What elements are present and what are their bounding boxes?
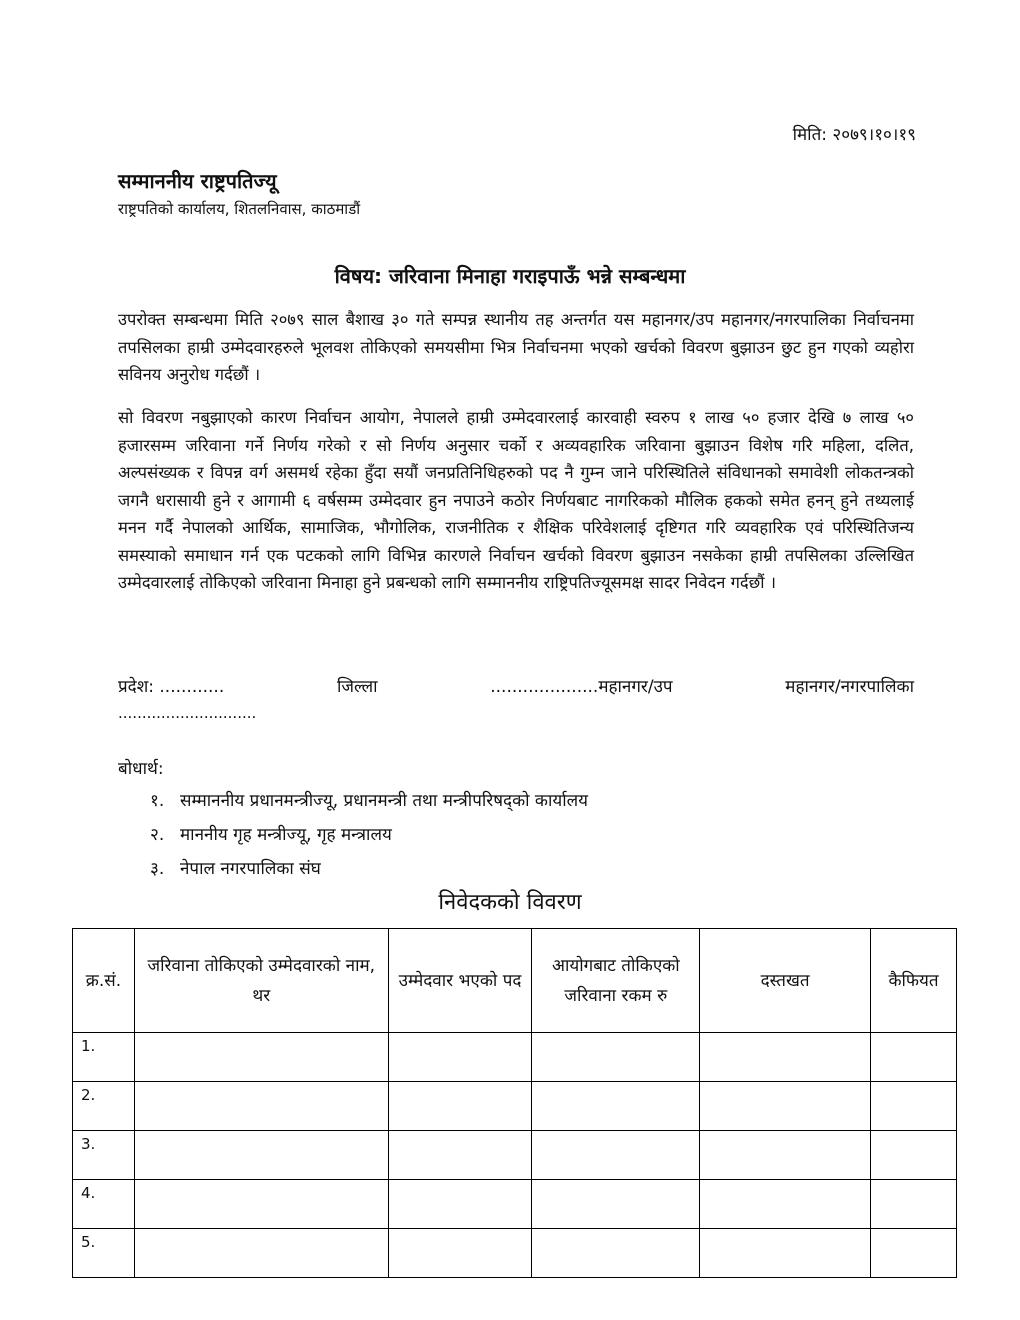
cell-remarks[interactable] — [871, 1180, 957, 1229]
addressee-name: सम्माननीय राष्ट्रपतिज्यू — [118, 169, 277, 193]
row-serial: 2. — [73, 1082, 135, 1131]
cc-item-number: २. — [150, 825, 165, 845]
subject-line: विषय: जरिवाना मिनाहा गराइपाऊँ भन्ने सम्बन्धमा — [334, 264, 686, 288]
mahanagar-field: ....................महानगर/उप — [490, 677, 673, 697]
cell-remarks[interactable] — [871, 1082, 957, 1131]
cell-post[interactable] — [388, 1033, 532, 1082]
header-serial: क्र.सं. — [73, 929, 135, 1033]
header-signature: दस्तखत — [700, 929, 871, 1033]
cc-item-text: सम्माननीय प्रधानमन्त्रीज्यू, प्रधानमन्त्री तथा मन्त्रीपरिषद्को कार्यालय — [180, 791, 589, 811]
cell-amount[interactable] — [532, 1131, 700, 1180]
addressee-office: राष्ट्रपतिको कार्यालय, शितलनिवास, काठमाडौं — [118, 200, 361, 218]
location-fill-line — [118, 674, 914, 697]
cc-item-number: १. — [150, 791, 165, 811]
location-fill-dots: ............................. — [118, 704, 257, 722]
header-fine-amount: आयोगबाट तोकिएको जरिवाना रकम रु — [532, 929, 700, 1033]
row-serial: 4. — [73, 1180, 135, 1229]
cell-post[interactable] — [388, 1082, 532, 1131]
table-header-row — [73, 929, 957, 1033]
cell-signature[interactable] — [700, 1033, 871, 1082]
cell-signature[interactable] — [700, 1131, 871, 1180]
header-post: उम्मेदवार भएको पद — [388, 929, 532, 1033]
cell-post[interactable] — [388, 1229, 532, 1278]
cc-item-text: नेपाल नगरपालिका संघ — [180, 859, 321, 879]
cell-signature[interactable] — [700, 1082, 871, 1131]
cell-amount[interactable] — [532, 1033, 700, 1082]
row-serial: 1. — [73, 1033, 135, 1082]
table-title: निवेदकको विवरण — [438, 890, 582, 915]
cell-remarks[interactable] — [871, 1229, 957, 1278]
table-row — [73, 1180, 957, 1229]
header-candidate-name: जरिवाना तोकिएको उम्मेदवारको नाम, थर — [134, 929, 388, 1033]
body-paragraph-1: उपरोक्त सम्बन्धमा मिति २०७९ साल बैशाख ३० गते सम्पन्न स्थानीय तह अन्तर्गत यस महानगर/उप महानगर/नगरपालिका निर्वाचनमा तपसिलका हाम्री उम्मेदवारहरुले भूलवश तोकिएको समयसीमा भित्र निर्वाचनमा भएको खर्चको विवरण बुझाउन छुट हुन गएको व्यहोरा सविनय अनुरोध गर्दछौं । — [118, 310, 914, 384]
cc-item — [150, 856, 588, 890]
cell-post[interactable] — [388, 1131, 532, 1180]
cell-remarks[interactable] — [871, 1131, 957, 1180]
cell-amount[interactable] — [532, 1180, 700, 1229]
applicant-table — [72, 928, 957, 1278]
cell-remarks[interactable] — [871, 1033, 957, 1082]
table-row — [73, 1082, 957, 1131]
table-row — [73, 1033, 957, 1082]
cell-name[interactable] — [134, 1131, 388, 1180]
jilla-label: जिल्ला — [336, 677, 378, 697]
cc-item-number: ३. — [150, 859, 165, 879]
cc-item — [150, 822, 588, 856]
cc-item-text: माननीय गृह मन्त्रीज्यू, गृह मन्त्रालय — [180, 825, 392, 845]
table-row — [73, 1229, 957, 1278]
cell-name[interactable] — [134, 1082, 388, 1131]
cell-signature[interactable] — [700, 1180, 871, 1229]
cell-name[interactable] — [134, 1180, 388, 1229]
cell-post[interactable] — [388, 1180, 532, 1229]
date-line: मिति: २०७९।१०।१९ — [792, 125, 916, 145]
body-paragraph-2: सो विवरण नबुझाएको कारण निर्वाचन आयोग, नेपालले हाम्री उम्मेदवारलाई कारवाही स्वरुप १ लाख ५० हजार देखि ७ लाख ५० हजारसम्म जरिवाना गर्ने निर्णय गरेको र सो निर्णय अनुसार चर्को र अव्यवहारिक जरिवाना बुझाउन विशेष गरि महिला, दलित, अल्पसंख्यक र विपन्न वर्ग असमर्थ रहेका हुँदा सयौं जनप्रतिनिधिहरुको पद नै गुम्न जाने परिस्थितिले संविधानको समावेशी लोकतन्त्रको जगनै धरासायी हुने र आगामी ६ वर्षसम्म उम्मेदवार हुन नपाउने कठोर निर्णयबाट नागरिकको मौलिक हकको समेत हनन् हुने तथ्यलाई मनन गर्दै नेपालको आर्थिक, सामाजिक, भौगोलिक, राजनीतिक र शैक्षिक परिवेशलाई दृष्टिगत गरि व्यवहारिक एवं परिस्थितिजन्य समस्याको समाधान गर्न एक पटकको लागि विभिन्न कारणले निर्वाचन खर्चको विवरण बुझाउन नसकेका हाम्री तपसिलका उल्लिखित उम्मेदवारलाई तोकिएको जरिवाना मिनाहा हुने प्रबन्धको लागि सम्माननीय राष्ट्रिपतिज्यूसमक्ष सादर निवेदन गर्दछौं । — [118, 408, 914, 592]
nagarpalika-label: महानगर/नगरपालिका — [785, 677, 914, 697]
cc-heading: बोधार्थ: — [118, 759, 164, 779]
table-row — [73, 1131, 957, 1180]
cell-amount[interactable] — [532, 1082, 700, 1131]
cc-list — [150, 788, 588, 890]
row-serial: 3. — [73, 1131, 135, 1180]
cell-name[interactable] — [134, 1033, 388, 1082]
pradesh-field: प्रदेश: ............ — [118, 677, 225, 697]
cell-signature[interactable] — [700, 1229, 871, 1278]
row-serial: 5. — [73, 1229, 135, 1278]
cc-item — [150, 788, 588, 822]
header-remarks: कैफियत — [871, 929, 957, 1033]
cell-amount[interactable] — [532, 1229, 700, 1278]
cell-name[interactable] — [134, 1229, 388, 1278]
